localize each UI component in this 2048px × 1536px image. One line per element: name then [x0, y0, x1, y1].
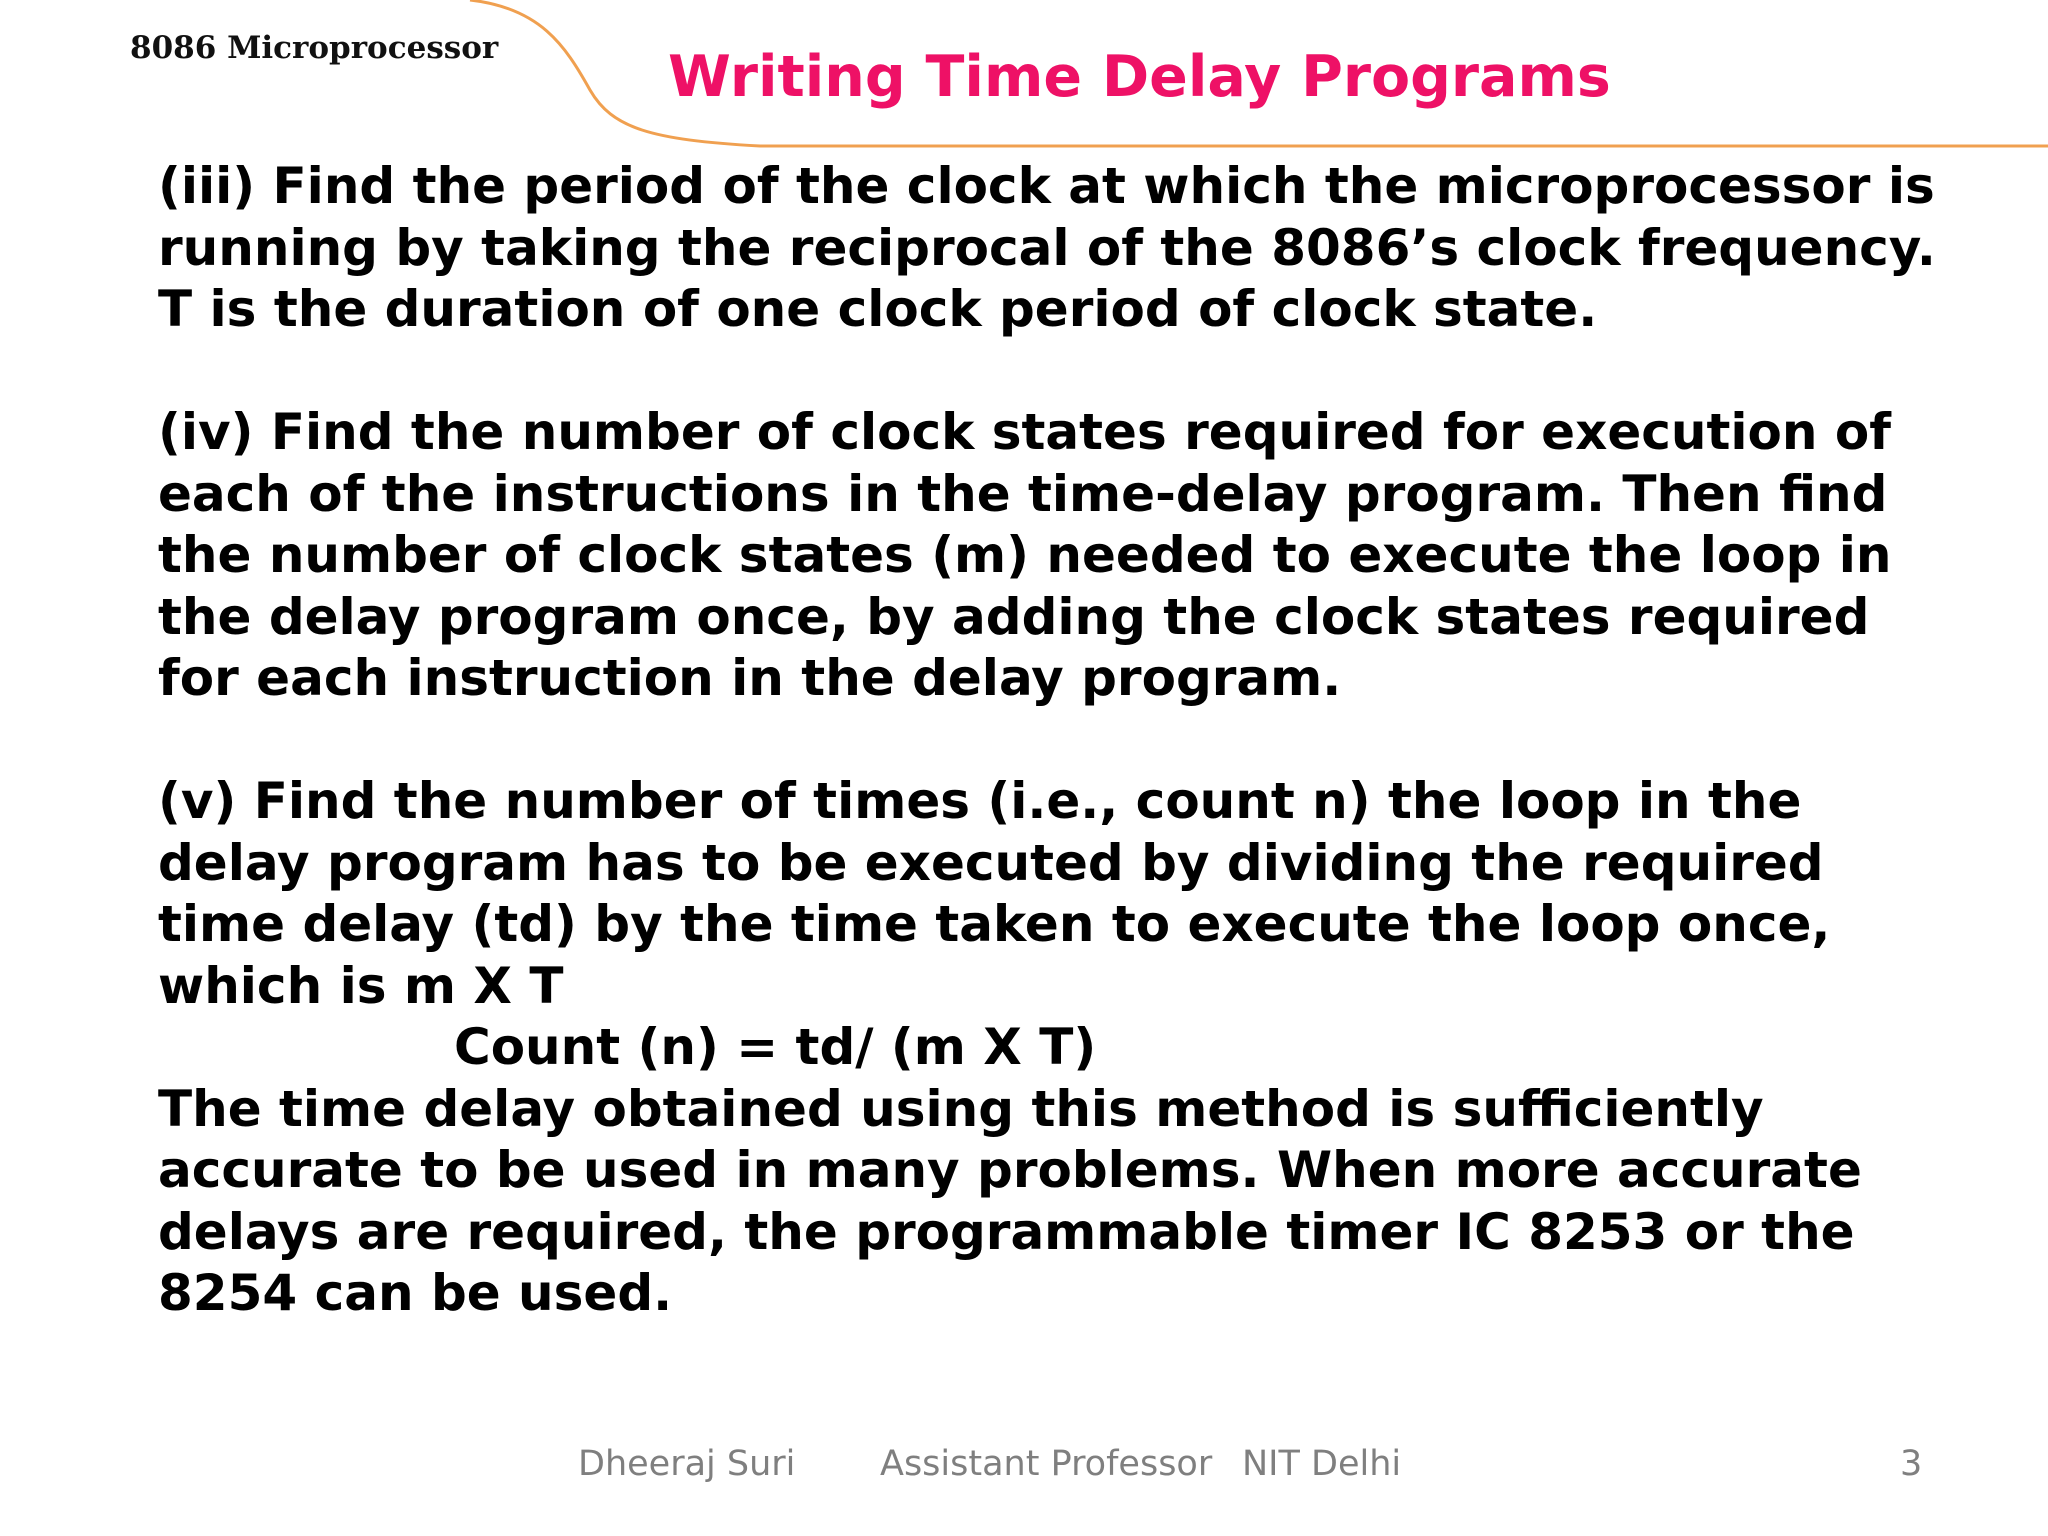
footer-author: Dheeraj Suri — [578, 1444, 796, 1484]
paragraph-iii — [158, 156, 1998, 341]
text-line: The time delay obtained using this method is sufficiently — [158, 1079, 1764, 1138]
paragraph-v — [158, 771, 1998, 1017]
paragraph-spacer — [158, 341, 1998, 403]
text-line: which is m X T — [158, 956, 564, 1015]
text-line: the number of clock states (m) needed to execute the loop in — [158, 526, 1892, 584]
text-line: the delay program once, by adding the clock states required — [158, 587, 1870, 646]
footer-role: Assistant Professor — [880, 1444, 1213, 1484]
text-line: (iii) Find the period of the clock at which the microprocessor is — [158, 157, 1935, 215]
paragraph-spacer — [158, 710, 1998, 772]
text-line: T is the duration of one clock period of clock state. — [158, 280, 1598, 338]
text-line: delay program has to be executed by dividing the required — [158, 833, 1824, 892]
paragraph-iv — [158, 402, 1998, 710]
text-line: (v) Find the number of times (i.e., count n) the loop in the — [158, 772, 1802, 830]
text-line: for each instruction in the delay program. — [158, 649, 1342, 707]
conclusion-paragraph — [158, 1079, 1998, 1325]
slide-title: Writing Time Delay Programs — [668, 44, 1611, 110]
page-number: 3 — [1900, 1444, 1923, 1484]
text-line: delays are required, the programmable timer IC 8253 or the — [158, 1202, 1855, 1261]
text-line: (iv) Find the number of clock states required for execution of — [158, 403, 1891, 461]
count-formula: Count (n) = td/ (m X T) — [454, 1018, 1097, 1076]
text-line: 8254 can be used. — [158, 1264, 673, 1322]
course-label: 8086 Microprocessor — [130, 30, 499, 66]
text-line: each of the instructions in the time-delay program. Then find — [158, 464, 1888, 523]
text-line: accurate to be used in many problems. When more accurate — [158, 1141, 1862, 1199]
text-line: time delay (td) by the time taken to execute the loop once, — [158, 895, 1831, 953]
footer-institution: NIT Delhi — [1242, 1444, 1402, 1484]
text-line: running by taking the reciprocal of the 8086’s clock frequency. — [158, 218, 1936, 277]
slide-body — [158, 156, 1998, 1325]
